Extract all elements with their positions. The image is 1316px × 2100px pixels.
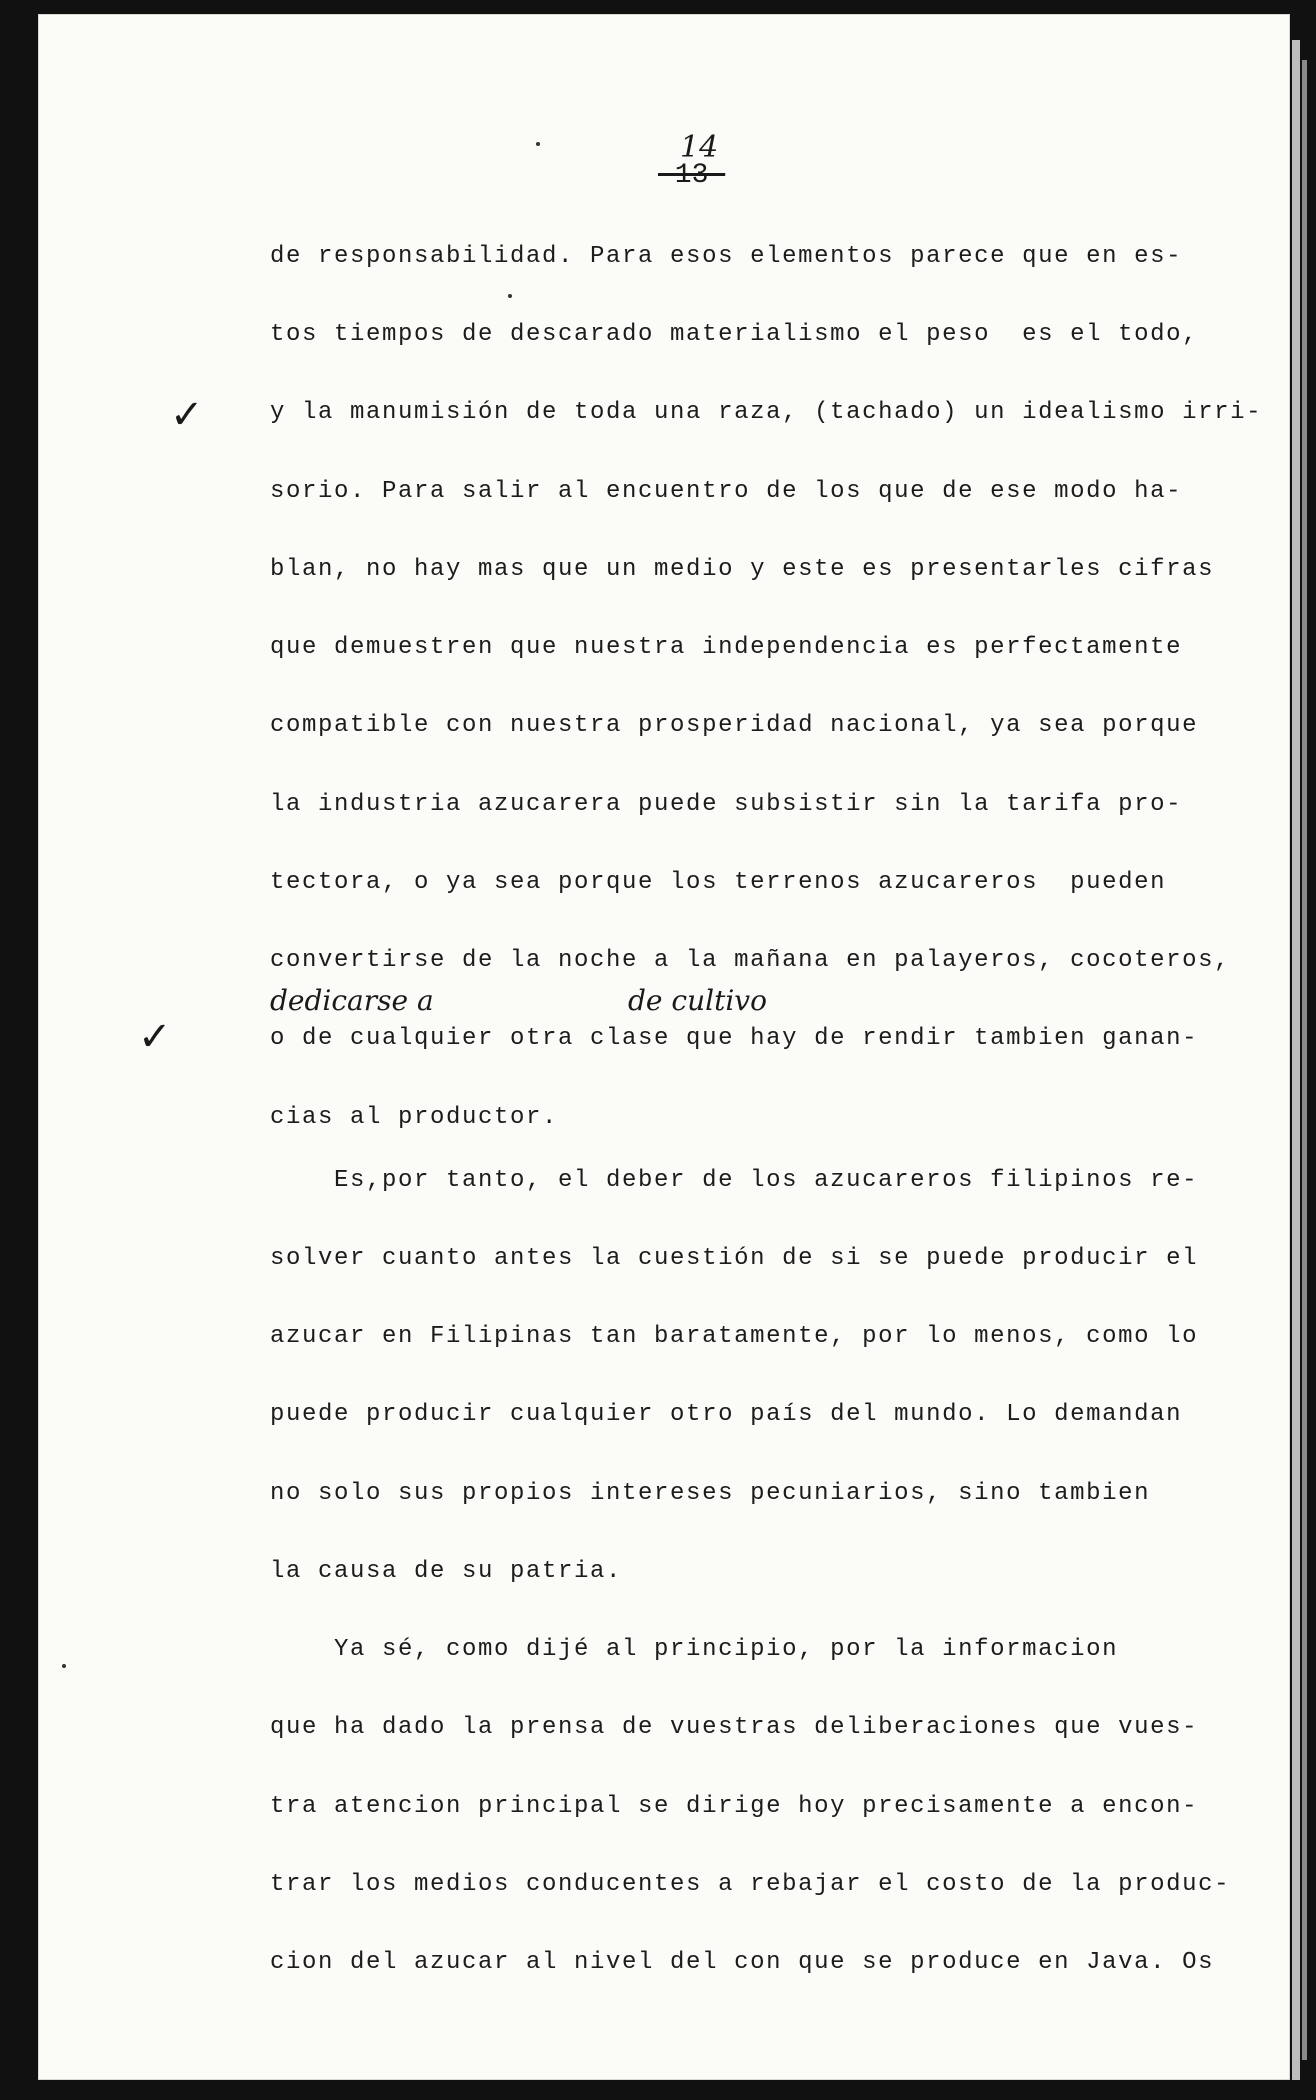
page-number-handwritten: 14 <box>680 130 719 165</box>
text-line: azucar en Filipinas tan baratamente, por lo menos, como lo <box>270 1323 1199 1350</box>
handwritten-insertion: de cultivo <box>628 984 767 1017</box>
page-edge <box>1292 40 1300 2080</box>
text-line: puede producir cualquier otro país del mundo. Lo demandan <box>270 1401 1183 1428</box>
text-line: cias al productor. <box>270 1104 559 1131</box>
paper-speck <box>508 294 512 298</box>
text-line: sorio. Para salir al encuentro de los que de ese modo ha- <box>270 478 1183 505</box>
text-line: la industria azucarera puede subsistir sin la tarifa pro- <box>270 791 1183 818</box>
text-line: trar los medios conducentes a rebajar el costo de la produc- <box>270 1871 1231 1898</box>
text-line: tectora, o ya sea porque los terrenos azucareros pueden <box>270 869 1167 896</box>
page-number <box>658 130 726 191</box>
text-line: tos tiempos de descarado materialismo el peso es el todo, <box>270 321 1199 348</box>
text-line: Ya sé, como dijé al principio, por la informacion <box>270 1636 1119 1663</box>
text-line: y la manumisión de toda una raza, (tachado) un idealismo irri- <box>270 399 1263 426</box>
text-line: no solo sus propios intereses pecuniarios, sino tambien <box>270 1480 1151 1507</box>
document-page <box>38 14 1290 2080</box>
text-line: la causa de su patria. <box>270 1558 623 1585</box>
text-line: tra atencion principal se dirige hoy precisamente a encon- <box>270 1793 1199 1820</box>
text-line: de responsabilidad. Para esos elementos parece que en es- <box>270 243 1183 270</box>
check-mark-icon: ✓ <box>170 392 204 438</box>
text-line: que demuestren que nuestra independencia es perfectamente <box>270 634 1183 661</box>
text-line: que ha dado la prensa de vuestras deliberaciones que vues- <box>270 1714 1199 1741</box>
text-line: compatible con nuestra prosperidad nacional, ya sea porque <box>270 712 1199 739</box>
text-line: blan, no hay mas que un medio y este es presentarles cifras <box>270 556 1215 583</box>
paper-speck <box>62 1664 66 1668</box>
page-number-typed: -13- <box>658 160 726 191</box>
text-line: solver cuanto antes la cuestión de si se puede producir el <box>270 1245 1199 1272</box>
paper-speck <box>536 142 540 146</box>
text-line: cion del azucar al nivel del con que se produce en Java. Os <box>270 1949 1215 1976</box>
check-mark-icon: ✓ <box>138 1014 172 1060</box>
text-line: convertirse de la noche a la mañana en palayeros, cocoteros, <box>270 947 1231 974</box>
text-line: Es,por tanto, el deber de los azucareros filipinos re- <box>270 1167 1199 1194</box>
handwritten-insertion: dedicarse a <box>270 984 434 1017</box>
page-edge-shadow <box>1302 60 1307 2060</box>
text-line: o de cualquier otra clase que hay de rendir tambien ganan- <box>270 1025 1199 1052</box>
